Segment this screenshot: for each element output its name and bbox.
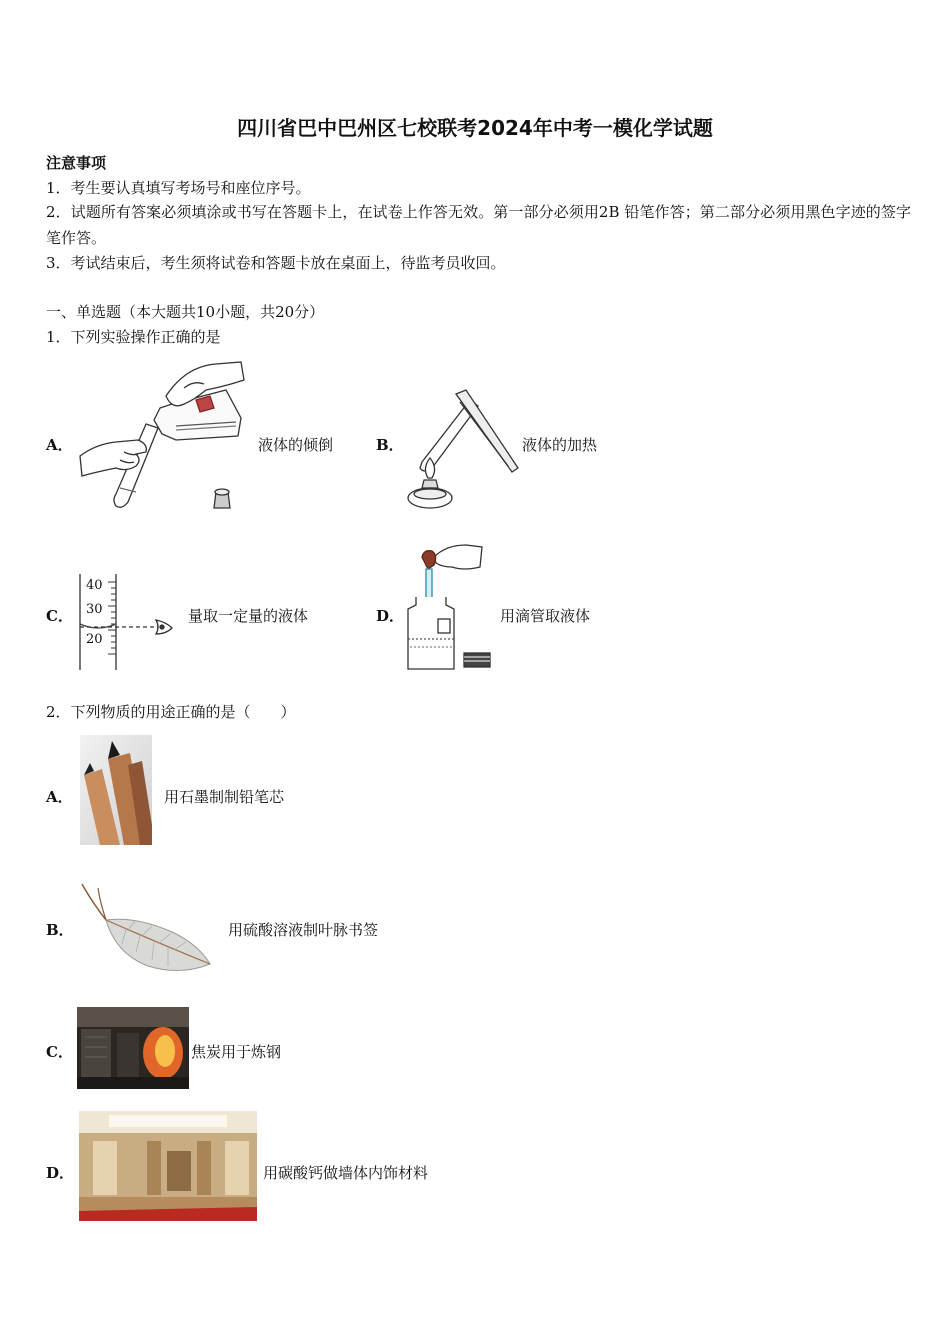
q2-option-d-letter: D． (46, 1164, 75, 1182)
q2-option-b-text: 用硫酸溶液制叶脉书签 (228, 921, 379, 939)
page-title: 四川省巴中巴州区七校联考2024年中考一模化学试题 (237, 116, 713, 140)
q1-option-c-letter: C． (46, 607, 73, 625)
interior-hall-photo (79, 1111, 257, 1221)
notice-1: 1．考生要认真填写考场号和座位序号。 (46, 179, 311, 197)
pouring-liquid-figure (76, 360, 248, 512)
dropper-bottle-figure (402, 543, 496, 671)
notice-2: 2．试题所有答案必须填涂或书写在答题卡上，在试卷上作答无效。第一部分必须用2B 铅笔作答；第二部分必须用黑色字迹的签字笔作答。 (46, 203, 911, 247)
q1-option-c-text: 量取一定量的液体 (188, 607, 309, 625)
section-heading: 一、单选题（本大题共10小题，共20分） (46, 303, 325, 321)
q1-option-b-text: 液体的加热 (522, 436, 598, 454)
leaf-photo (76, 882, 216, 982)
q1-option-a-text: 液体的倾倒 (258, 436, 334, 454)
q2-option-a-letter: A． (46, 788, 73, 806)
q2-option-a-text: 用石墨制制铅笔芯 (164, 788, 285, 806)
q2-option-d-text: 用碳酸钙做墙体内饰材料 (263, 1164, 429, 1182)
q1-option-d-text: 用滴管取液体 (500, 607, 591, 625)
question-1-stem: 1．下列实验操作正确的是 (46, 328, 221, 346)
pencils-photo (80, 735, 152, 845)
q2-option-c-text: 焦炭用于炼钢 (191, 1043, 282, 1061)
q1-option-a-letter: A． (46, 436, 73, 454)
q1-option-b-letter: B． (376, 436, 404, 454)
q1-option-d-letter: D． (376, 607, 405, 625)
notice-3: 3．考试结束后，考生须将试卷和答题卡放在桌面上，待监考员收回。 (46, 254, 506, 272)
notice-heading: 注意事项 (46, 154, 107, 172)
q2-option-c-letter: C． (46, 1043, 73, 1061)
heating-liquid-figure (400, 388, 520, 510)
cylinder-tick-20: 20 (86, 632, 103, 647)
cylinder-tick-40: 40 (86, 578, 103, 593)
cylinder-tick-30: 30 (86, 602, 103, 617)
q2-option-b-letter: B． (46, 921, 74, 939)
steel-mill-photo (77, 1007, 189, 1089)
question-2-stem: 2．下列物质的用途正确的是（ ） (46, 703, 296, 721)
